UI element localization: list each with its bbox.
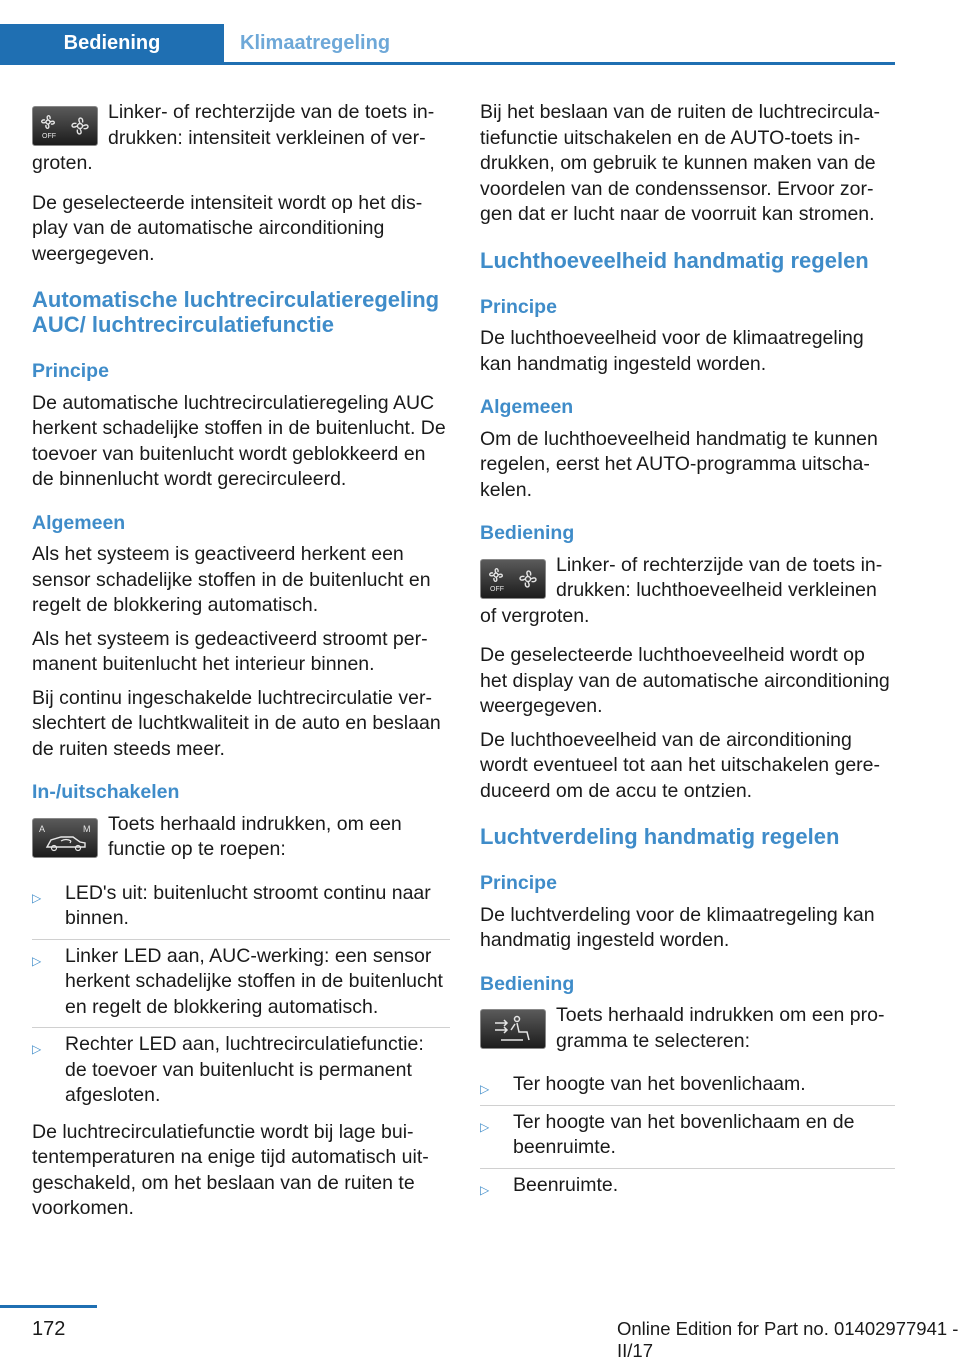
dist-principe-text: De luchtverdeling voor de klimaatregeling kan handmatig ingesteld worden. (480, 903, 875, 951)
inuit-heading: In-/uitschakelen (32, 781, 180, 803)
air-principe-text: De luchthoeveelheid voor de klimaatregeling kan handmatig ingesteld worden. (480, 327, 864, 375)
list-item: ▷ Rechter LED aan, luchtrecirculatiefunctie: de toevoer van buitenlucht is permanent afgesloten. (32, 1027, 450, 1116)
algemeen-text-1: Als het systeem is geactiveerd herkent een sensor schadelijke stoffen in de buitenlucht en regelt de blokkering automatisch. (32, 543, 431, 616)
air-algemeen-text: Om de luchthoeveelheid handmatig te kunnen regelen, eerst het AUTO-programma uitschakelen. (480, 427, 878, 501)
auc-key-row (32, 812, 450, 877)
dist-key-row (480, 1003, 895, 1068)
fan-off-label: OFF (490, 585, 504, 593)
air-principe-heading: Principe (480, 295, 557, 318)
triangle-bullet-icon: ▷ (480, 1119, 490, 1134)
air-reduce-text: De luchthoeveelheid van de airconditioning wordt eventueel tot aan het uitschakelen gereduceerd om de accu te ontzien. (480, 728, 881, 802)
algemeen-text-3: Bij continu ingeschakelde luchtrecirculatie verslechtert de luchtkwaliteit in de auto en beslaan de ruiten steeds meer. (32, 686, 441, 760)
page-number: 172 (32, 1318, 66, 1340)
air-distribution-heading: Luchtverdeling handmatig regelen (480, 824, 840, 849)
dist-key-text: Toets herhaald indrukken om een programma te selecteren: (556, 1004, 885, 1052)
fan-key-icon (480, 559, 546, 599)
air-key-text: Linker- of rechterzijde van de toets indrukken: luchthoeveelheid verkleinen of vergroten. (480, 553, 883, 627)
header-tabs (0, 0, 895, 65)
edition-text: Online Edition for Part no. 01402977941 - II/17 (617, 1318, 959, 1361)
fan-off-label: OFF (42, 133, 56, 140)
auc-left-label: A (39, 823, 46, 834)
triangle-bullet-icon: ▷ (480, 1082, 490, 1096)
triangle-bullet-icon: ▷ (480, 1182, 490, 1197)
list-item: ▷ Ter hoogte van het bovenlichaam. (480, 1068, 895, 1105)
right-column (480, 100, 895, 1215)
auc-key-text: Toets herhaald indrukken, om een functie op te roepen: (108, 812, 402, 860)
footer-rule (0, 1305, 97, 1308)
fan-key-icon (32, 106, 98, 146)
list-item: ▷ Beenruimte. (480, 1168, 895, 1206)
tab-klimaatregeling[interactable]: Klimaatregeling (240, 32, 391, 54)
closing-text: De luchtrecirculatiefunctie wordt bij lage buitentemperaturen na enige tijd automatisch uitgeschakeld, om het beslaan van de ruiten te voorkomen. (32, 1120, 429, 1219)
air-key-row (480, 553, 895, 644)
triangle-bullet-icon: ▷ (32, 890, 42, 905)
intensity-display-text: De geselecteerde intensiteit wordt op het display van de automatische airconditioning weergegeven. (32, 191, 423, 265)
dist-principe-heading: Principe (480, 872, 557, 894)
air-bediening-heading: Bediening (480, 522, 575, 544)
list-item: ▷ LED's uit: buitenlucht stroomt continu naar binnen. (32, 881, 431, 929)
principe-text: De automatische luchtrecirculatieregeling AUC herkent schadelijke stoffen in de buitenlucht. De toevoer van buitenlucht wordt geblokkeerd en de binnenlucht wordt gerecirculeerd. (32, 391, 446, 490)
air-amount-heading: Luchthoeveelheid handmatig regelen (480, 247, 869, 273)
auc-right-label: M (83, 823, 91, 834)
air-distribution-key-icon (480, 1009, 546, 1049)
list-item: ▷ Ter hoogte van het bovenlichaam en de beenruimte. (480, 1105, 895, 1168)
fog-intro-text: Bij het beslaan van de ruiten de luchtrecirculatiefunctie uitschakelen en de AUTO-toets indrukken, om gebruik te kunnen maken van de voordelen van de condenssensor. Ervoor zorgen dat er lucht naar de voorruit kan stromen. (480, 101, 880, 225)
auc-bullet-list (32, 877, 450, 1116)
dist-bullet-list (480, 1068, 895, 1205)
air-algemeen-heading: Algemeen (480, 396, 574, 418)
fan-key-text: Linker- of rechterzijde van de toets indrukken: intensiteit verkleinen of vergroten. (32, 101, 435, 174)
left-column (32, 100, 450, 1236)
list-item: ▷ Linker LED aan, AUC-werking: een sensor herkent schadelijke stoffen in de buitenlucht en regelt de blokkering automatisch. (32, 939, 450, 1028)
fan-key-row (32, 100, 450, 191)
triangle-bullet-icon: ▷ (32, 1042, 42, 1056)
auc-key-icon (32, 818, 98, 858)
principe-heading: Principe (32, 360, 109, 382)
dist-bediening-heading: Bediening (480, 972, 575, 995)
algemeen-heading: Algemeen (32, 511, 126, 534)
auc-heading: Automatische luchtrecirculatieregeling AUC/ luchtrecirculatiefunctie (32, 287, 440, 337)
air-display-text: De geselecteerde luchthoeveelheid wordt op het display van de automatische airconditioning weergegeven. (480, 644, 890, 717)
algemeen-text-2: Als het systeem is gedeactiveerd stroomt permanent buitenlucht het interieur binnen. (32, 627, 428, 675)
triangle-bullet-icon: ▷ (32, 953, 42, 968)
tab-bediening[interactable]: Bediening (0, 24, 224, 62)
